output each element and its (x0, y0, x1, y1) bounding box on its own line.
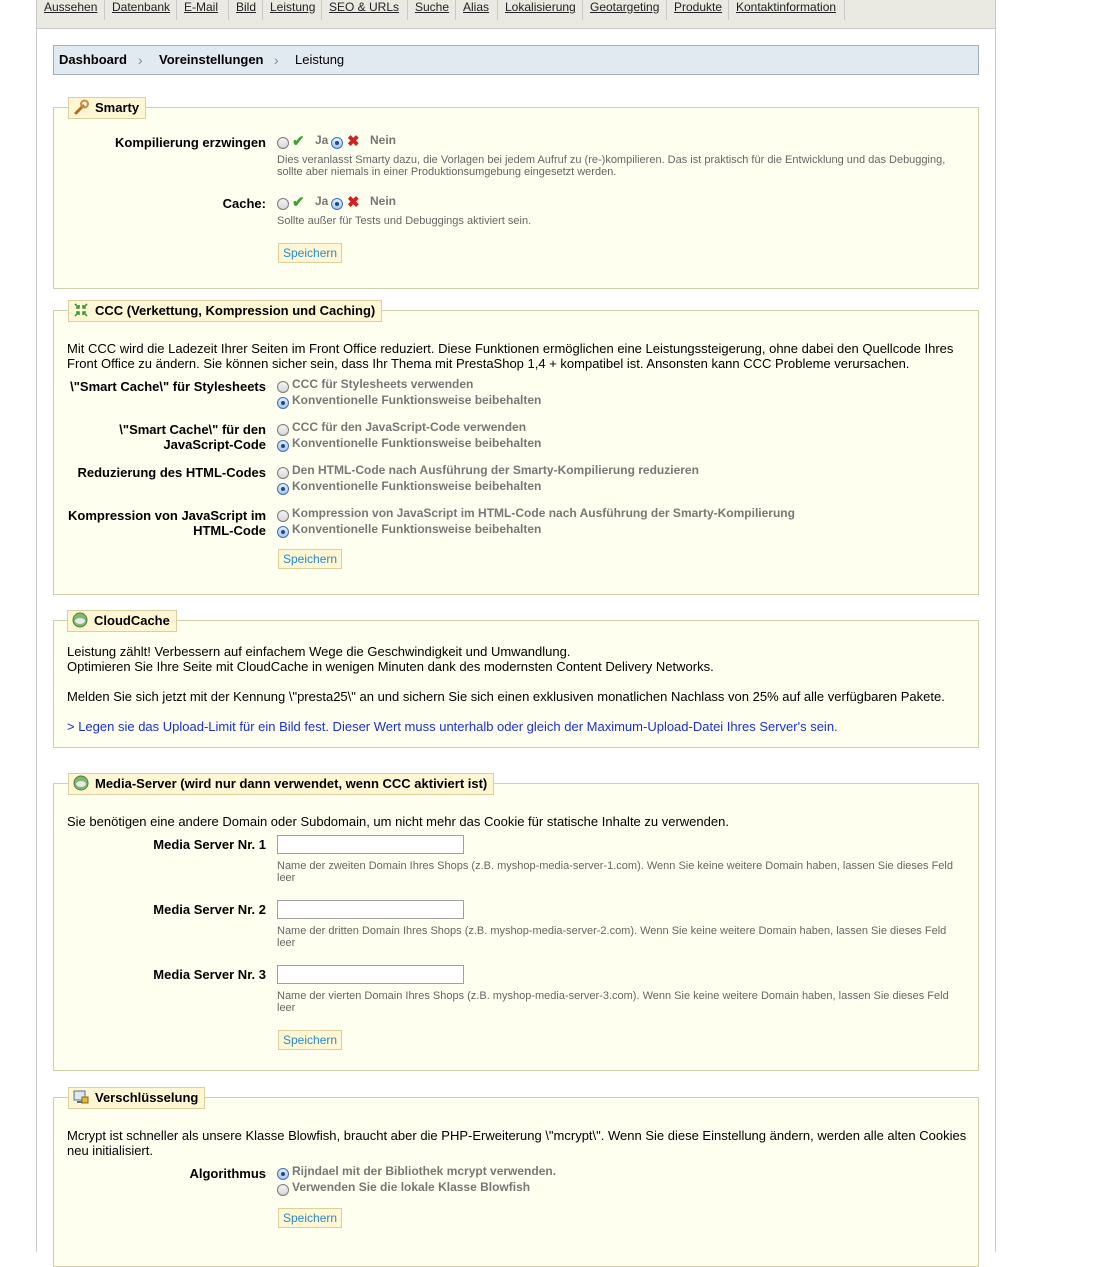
js-compress-off-label: Konventionelle Funktionsweise beibehalten (292, 522, 542, 536)
media-server-1-input[interactable] (277, 835, 464, 854)
cache-no-label: Nein (370, 194, 397, 208)
breadcrumb-voreinstellungen[interactable]: Voreinstellungen (159, 52, 264, 67)
media-server-3-input[interactable] (277, 965, 464, 984)
js-compress-on-radio[interactable] (277, 510, 289, 522)
wrench-icon (73, 99, 89, 115)
ccc-title: CCC (Verkettung, Kompression und Caching) (95, 303, 376, 318)
cloudcache-section (53, 613, 979, 748)
encryption-save-button[interactable]: Speichern (278, 1208, 342, 1228)
compress-arrows-icon (73, 302, 89, 318)
breadcrumb-dashboard[interactable]: Dashboard (59, 52, 127, 67)
chevron-right-icon: › (138, 52, 143, 68)
cache-no-radio[interactable] (331, 198, 343, 210)
media-server-intro: Sie benötigen eine andere Domain oder Subdomain, um nicht mehr das Cookie für statische Inhalte zu verwenden. (67, 814, 729, 829)
compile-no-radio[interactable] (331, 137, 343, 149)
ccc-intro: Mit CCC wird die Ladezeit Ihrer Seiten im Front Office reduziert. Diese Funktionen ermöglichen eine Leistungssteigerung, ohne dabei den Quellcode Ihres Front Office zu ändern. Sie können sicher sein, dass Ihr Thema mit PrestaShop 1,4 + kompatibel ist. Ansonsten kann CCC Probleme verursachen. (67, 341, 954, 371)
html-reduce-label: Reduzierung des HTML-Codes (77, 465, 266, 480)
tab-alias[interactable]: Alias (456, 0, 498, 20)
cross-icon: ✖ (347, 194, 360, 211)
check-icon: ✔ (292, 194, 305, 211)
cloudcache-legend (67, 610, 177, 632)
tab-kontaktinformation[interactable]: Kontaktinformation (729, 0, 845, 20)
page-container (36, 0, 996, 1252)
computer-lock-icon (73, 1089, 89, 1105)
tab-email[interactable]: E-Mail (177, 0, 229, 20)
compile-no-label: Nein (370, 133, 397, 147)
tab-suche[interactable]: Suche (408, 0, 456, 20)
check-icon: ✔ (292, 133, 305, 150)
js-compress-label: Kompression von JavaScript im HTML-Code (68, 508, 266, 538)
tab-datenbank[interactable]: Datenbank (105, 0, 177, 20)
encryption-section (53, 1090, 979, 1267)
cache-hint: Sollte außer für Tests und Debuggings aktiviert sein. (277, 215, 532, 227)
algorithm-rijndael-label: Rijndael mit der Bibliothek mcrypt verwenden. (292, 1164, 557, 1178)
algorithm-blowfish-label: Verwenden Sie die lokale Klasse Blowfish (292, 1180, 531, 1194)
algorithm-rijndael-radio[interactable] (277, 1168, 289, 1180)
tab-produkte[interactable]: Produkte (667, 0, 729, 20)
cache-yes-radio[interactable] (277, 198, 289, 210)
tab-geotargeting[interactable]: Geotargeting (583, 0, 667, 20)
css-cache-on-radio[interactable] (277, 381, 289, 393)
breadcrumb (53, 45, 979, 75)
encryption-intro: Mcrypt ist schneller als unsere Klasse Blowfish, braucht aber die PHP-Erweiterung \"mcrypt\". Wenn Sie diese Einstellung ändern, werden alle alten Cookies neu initialisiert. (67, 1128, 967, 1158)
js-cache-off-radio[interactable] (277, 440, 289, 452)
compile-label: Kompilierung erzwingen (115, 135, 266, 150)
settings-tab-bar (37, 0, 995, 29)
css-cache-on-label: CCC für Stylesheets verwenden (292, 377, 474, 391)
cache-label: Cache: (222, 196, 266, 211)
cloudcache-link[interactable]: > Legen sie das Upload-Limit für ein Bild fest. Dieser Wert muss unterhalb oder gleich der Maximum-Upload-Datei Ihres Server's sein. (67, 719, 838, 734)
compile-yes-radio[interactable] (277, 137, 289, 149)
js-cache-off-label: Konventionelle Funktionsweise beibehalten (292, 436, 542, 450)
encryption-title: Verschlüsselung (95, 1090, 199, 1105)
cloudcache-line1: Leistung zählt! Verbessern auf einfachem Wege die Geschwindigkeit und Umwandlung. (67, 644, 571, 659)
media-server-2-label: Media Server Nr. 2 (153, 902, 266, 917)
media-server-2-input[interactable] (277, 900, 464, 919)
tab-leistung[interactable]: Leistung (263, 0, 322, 20)
js-cache-label: \"Smart Cache\" für den JavaScript-Code (119, 422, 266, 452)
js-cache-on-label: CCC für den JavaScript-Code verwenden (292, 420, 527, 434)
ccc-legend (68, 300, 382, 322)
ccc-section (53, 303, 979, 595)
smarty-section (53, 100, 979, 289)
breadcrumb-current: Leistung (295, 52, 345, 67)
css-cache-off-radio[interactable] (277, 397, 289, 409)
cross-icon: ✖ (347, 133, 360, 150)
cloudcache-line2: Optimieren Sie Ihre Seite mit CloudCache in wenigen Minuten dank des modernsten Content Delivery Networks. (67, 659, 714, 674)
media-server-legend (68, 773, 494, 795)
js-compress-off-radio[interactable] (277, 526, 289, 538)
media-server-3-hint: Name der vierten Domain Ihres Shops (z.B. myshop-media-server-3.com). Wenn Sie keine weitere Domain haben, lassen Sie dieses Feld leer (277, 990, 949, 1014)
html-reduce-on-radio[interactable] (277, 467, 289, 479)
smarty-legend (68, 97, 146, 119)
cloudcache-line3: Melden Sie sich jetzt mit der Kennung \"presta25\" an und sichern Sie sich einen exklusiven monatlichen Nachlass von 25% auf alle verfügbaren Pakete. (67, 689, 945, 704)
smarty-title: Smarty (95, 100, 140, 115)
compile-yes-label: Ja (315, 133, 329, 147)
media-server-save-button[interactable]: Speichern (278, 1030, 342, 1050)
css-cache-off-label: Konventionelle Funktionsweise beibehalten (292, 393, 542, 407)
cache-yes-label: Ja (315, 194, 329, 208)
media-server-section (53, 776, 979, 1071)
js-compress-on-label: Kompression von JavaScript im HTML-Code nach Ausführung der Smarty-Kompilierung (292, 506, 795, 520)
ccc-save-button[interactable]: Speichern (278, 549, 342, 569)
tab-seo-urls[interactable]: SEO & URLs (322, 0, 408, 20)
tab-bild[interactable]: Bild (229, 0, 263, 20)
js-cache-on-radio[interactable] (277, 424, 289, 436)
algorithm-blowfish-radio[interactable] (277, 1184, 289, 1196)
media-server-2-hint: Name der dritten Domain Ihres Shops (z.B. myshop-media-server-2.com). Wenn Sie keine weitere Domain haben, lassen Sie dieses Feld leer (277, 925, 947, 949)
cloudcache-title: CloudCache (94, 613, 170, 628)
smarty-save-button[interactable]: Speichern (278, 243, 342, 263)
media-server-title: Media-Server (wird nur dann verwendet, wenn CCC aktiviert ist) (95, 776, 488, 791)
media-server-3-label: Media Server Nr. 3 (153, 967, 266, 982)
html-reduce-off-label: Konventionelle Funktionsweise beibehalten (292, 479, 542, 493)
tab-lokalisierung[interactable]: Lokalisierung (498, 0, 583, 20)
css-cache-label: \"Smart Cache\" für Stylesheets (70, 379, 266, 394)
cloud-globe-icon (72, 612, 88, 628)
chevron-right-icon: › (274, 52, 279, 68)
media-server-1-hint: Name der zweiten Domain Ihres Shops (z.B. myshop-media-server-1.com). Wenn Sie keine weitere Domain haben, lassen Sie dieses Feld leer (277, 860, 953, 884)
media-server-1-label: Media Server Nr. 1 (153, 837, 266, 852)
tab-aussehen[interactable]: Aussehen (37, 0, 105, 20)
server-globe-icon (73, 775, 89, 791)
compile-hint: Dies veranlasst Smarty dazu, die Vorlagen bei jedem Aufruf zu (re-)kompilieren. Das ist praktisch für die Entwicklung und das Debugging, sollte aber niemals in einer Produktionsumgebung eingesetzt werden. (277, 154, 946, 178)
html-reduce-on-label: Den HTML-Code nach Ausführung der Smarty-Kompilierung reduzieren (292, 463, 699, 477)
algorithm-label: Algorithmus (189, 1166, 266, 1181)
encryption-legend (68, 1087, 205, 1109)
html-reduce-off-radio[interactable] (277, 483, 289, 495)
